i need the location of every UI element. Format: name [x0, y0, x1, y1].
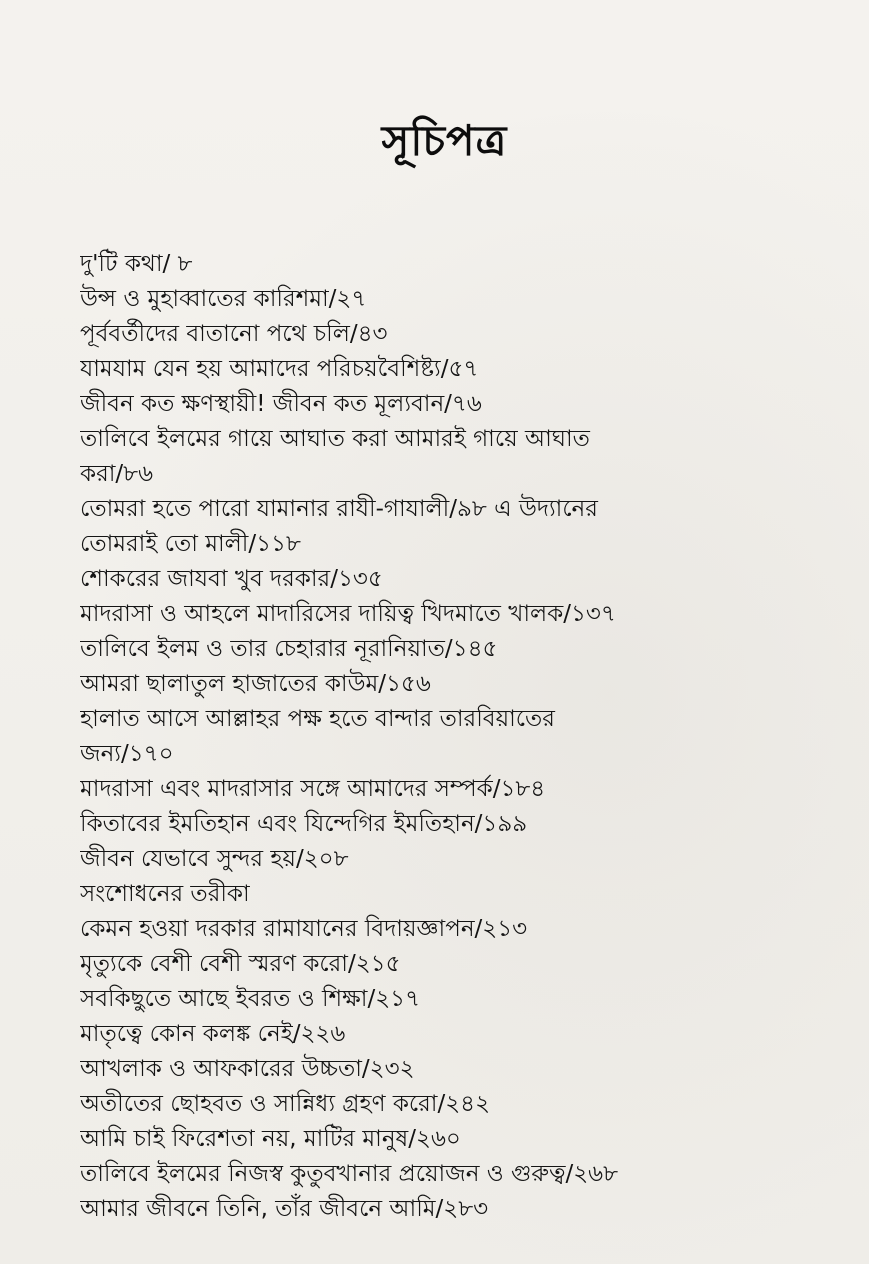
- toc-line: তোমরা হতে পারো যামানার রাযী-গাযালী/৯৮ এ উদ্যানের: [80, 496, 598, 522]
- toc-line: আখলাক ও আফকারের উচ্চতা/২৩২: [80, 1056, 415, 1082]
- page-title: সূচিপত্র: [381, 116, 508, 165]
- toc-line: শোকরের জাযবা খুব দরকার/১৩৫: [80, 566, 383, 592]
- toc-line: মাদরাসা এবং মাদরাসার সঙ্গে আমাদের সম্পর্ক/১৮৪: [80, 776, 546, 802]
- toc-line: আমরা ছালাতুল হাজাতের কাউম/১৫৬: [80, 671, 431, 697]
- toc-line: মৃত্যুকে বেশী বেশী স্মরণ করো/২১৫: [80, 951, 401, 977]
- toc-line: তালিবে ইলমের নিজস্ব কুতুবখানার প্রয়োজন ও গুরুত্ব/২৬৮: [80, 1161, 619, 1187]
- toc-line: আমি চাই ফিরেশতা নয়, মাটির মানুষ/২৬০: [80, 1126, 461, 1152]
- toc-line: অতীতের ছোহবত ও সান্নিধ্য গ্রহণ করো/২৪২: [80, 1091, 491, 1117]
- toc-line: পূর্ববর্তীদের বাতানো পথে চলি/৪৩: [80, 321, 388, 347]
- toc-line: সবকিছুতে আছে ইবরত ও শিক্ষা/২১৭: [80, 986, 421, 1012]
- toc-line: মাদরাসা ও আহলে মাদারিসের দায়িত্ব খিদমাতে খালক/১৩৭: [80, 601, 616, 627]
- toc-line: সংশোধনের তরীকা: [80, 881, 250, 907]
- toc-line: জন্য/১৭০: [80, 741, 174, 767]
- toc-line: তালিবে ইলমের গায়ে আঘাত করা আমারই গায়ে আঘাত: [80, 426, 590, 452]
- table-of-contents: [80, 247, 840, 1227]
- toc-line: দু'টি কথা/ ৮: [80, 251, 193, 277]
- toc-line: করা/৮৬: [80, 461, 154, 487]
- toc-line: কেমন হওয়া দরকার রামাযানের বিদায়জ্ঞাপন/২১৩: [80, 916, 528, 942]
- toc-line: জীবন যেভাবে সুন্দর হয়/২০৮: [80, 846, 349, 872]
- toc-line: জীবন কত ক্ষণস্থায়ী! জীবন কত মূল্যবান/৭৬: [80, 391, 482, 417]
- toc-line: তোমরাই তো মালী/১১৮: [80, 531, 301, 557]
- toc-line: তালিবে ইলম ও তার চেহারার নূরানিয়াত/১৪৫: [80, 636, 498, 662]
- toc-line: কিতাবের ইমতিহান এবং যিন্দেগির ইমতিহান/১৯৯: [80, 811, 528, 837]
- toc-line: হালাত আসে আল্লাহর পক্ষ হতে বান্দার তারবিয়াতের: [80, 706, 555, 732]
- toc-line: মাতৃত্বে কোন কলঙ্ক নেই/২২৬: [80, 1021, 346, 1047]
- toc-line: যামযাম যেন হয় আমাদের পরিচয়বৈশিষ্ট্য/৫৭: [80, 356, 479, 382]
- toc-line: উন্স ও মুহাব্বাতের কারিশমা/২৭: [80, 286, 367, 312]
- toc-line: আমার জীবনে তিনি, তাঁর জীবনে আমি/২৮৩: [80, 1196, 489, 1222]
